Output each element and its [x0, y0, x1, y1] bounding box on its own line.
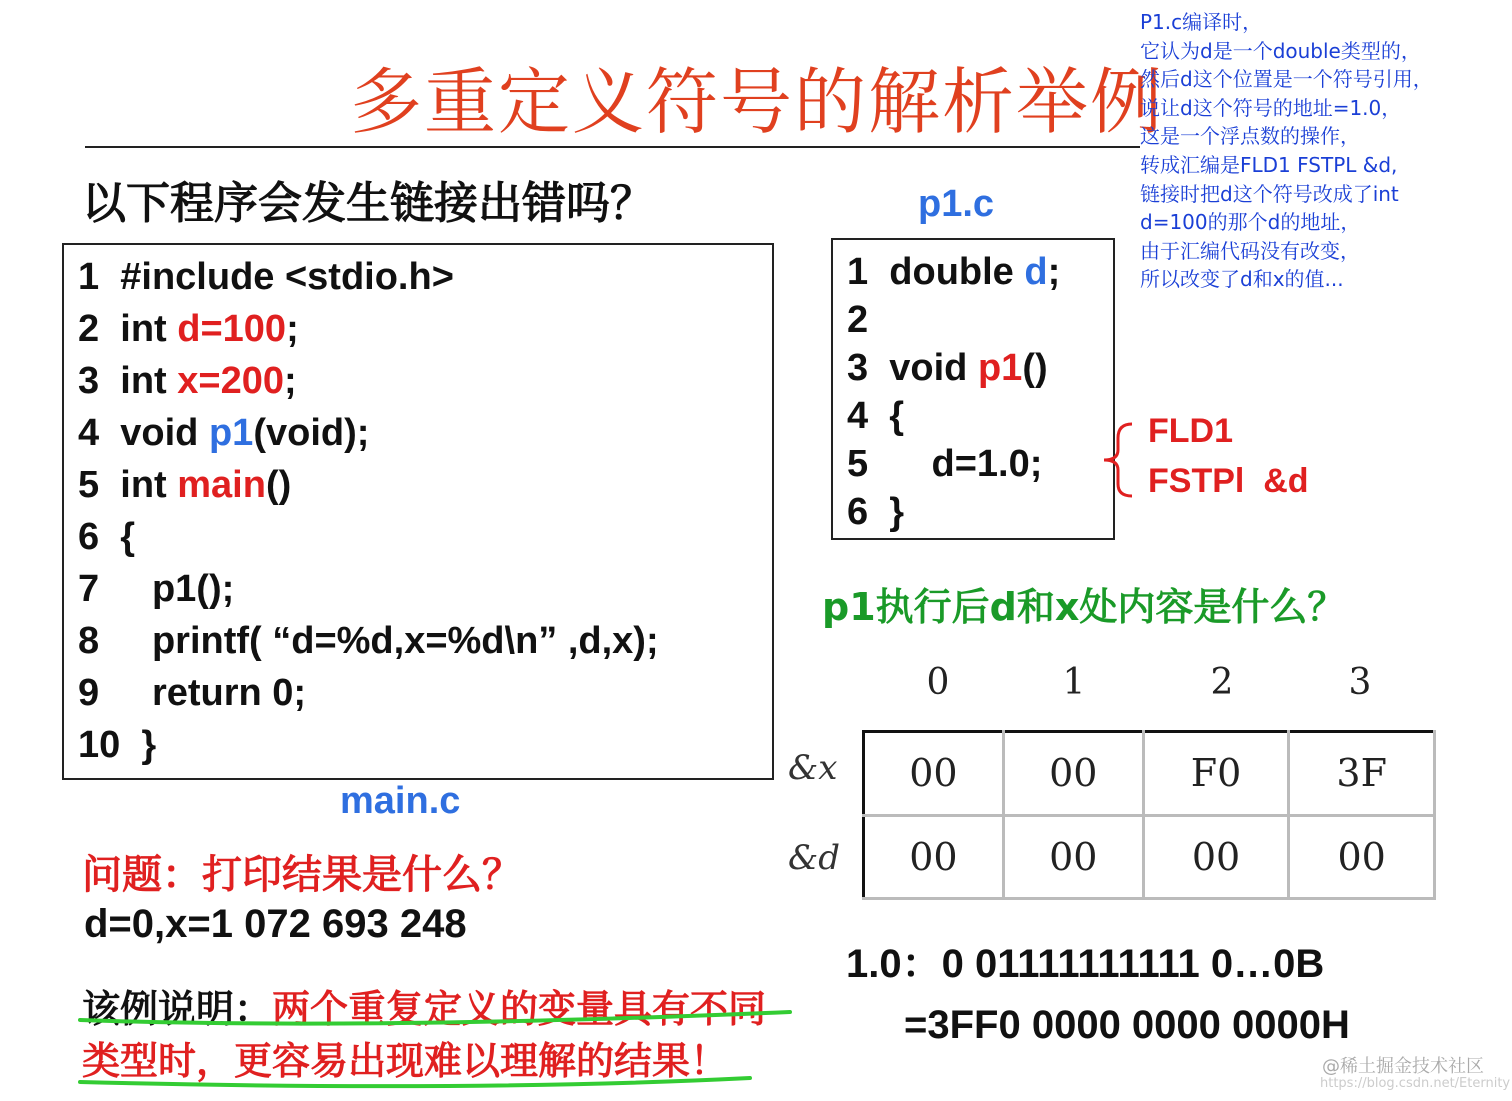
- line-number: 7: [78, 568, 100, 610]
- print-result-answer: d=0,x=1 072 693 248: [84, 902, 467, 946]
- memory-question: p1执行后d和x处内容是什么？: [822, 585, 1346, 629]
- code-text: printf( “d=%d,x=%d\n” ,d,x);: [151, 620, 659, 662]
- binary-representation: 1.0：0 01111111111 0…0B: [846, 942, 1325, 986]
- memory-cell: 00: [1143, 815, 1289, 899]
- note-line: 所以改变了d和x的值...: [1140, 267, 1344, 292]
- note-line: 链接时把d这个符号改成了int: [1140, 181, 1399, 206]
- note-line: 这是一个浮点数的操作，: [1140, 124, 1360, 149]
- line-number: 6: [847, 491, 869, 533]
- code-indent: [99, 256, 120, 298]
- code-indent: [868, 443, 931, 485]
- highlight-underline: [70, 1000, 810, 1100]
- code-highlight: d=100: [177, 308, 287, 350]
- byte-offset-3: 3: [1348, 662, 1372, 703]
- code-text: {: [889, 395, 905, 437]
- line-number: 9: [78, 672, 100, 714]
- code-line: [78, 615, 659, 667]
- code-text: int: [120, 464, 178, 506]
- code-indent: [99, 412, 120, 454]
- code-line: [847, 392, 904, 440]
- asm-fld1: FLD1: [1148, 412, 1233, 450]
- note-line: 它认为d是一个double类型的，: [1140, 38, 1421, 63]
- print-result-question: 问题：打印结果是什么？: [82, 852, 522, 898]
- title-divider: [85, 146, 1140, 148]
- line-number: 4: [78, 412, 100, 454]
- code-line: [78, 719, 156, 771]
- link-error-question: 以下程序会发生链接出错吗？: [82, 178, 654, 229]
- byte-offset-2: 2: [1210, 662, 1234, 703]
- code-line: [78, 251, 454, 303]
- code-text: {: [120, 516, 136, 558]
- conclusion-line-2: 类型时，更容易出现难以理解的结果！: [82, 1039, 729, 1083]
- code-line: [847, 248, 1060, 296]
- code-indent: [99, 308, 120, 350]
- code-text: int: [120, 360, 178, 402]
- line-number: 1: [78, 256, 100, 298]
- watermark: @稀土掘金技术社区: [1322, 1056, 1484, 1077]
- memory-cell: F0: [1143, 732, 1289, 816]
- main-c-code-box: [62, 243, 774, 780]
- code-line: [847, 344, 1048, 392]
- memory-cell: 00: [864, 732, 1004, 816]
- code-indent: [99, 464, 120, 506]
- code-line: [78, 667, 306, 719]
- table-row: [864, 815, 1435, 899]
- line-number: 1: [847, 251, 869, 293]
- line-number: 5: [78, 464, 100, 506]
- code-highlight: p1: [977, 347, 1023, 389]
- note-line: 然后d这个位置是一个符号引用，: [1140, 67, 1433, 92]
- note-line: d=100的那个d的地址，: [1140, 210, 1361, 235]
- page-title: 多重定义符号的解析举例: [350, 60, 1165, 144]
- explanation-note: [1140, 8, 1510, 294]
- code-text: (void);: [253, 412, 370, 454]
- code-text: ;: [286, 308, 299, 350]
- code-text: return 0;: [151, 672, 307, 714]
- asm-fstpl: FSTPl &d: [1148, 462, 1309, 500]
- code-indent: [120, 724, 141, 766]
- note-line: 由于汇编代码没有改变，: [1140, 238, 1360, 263]
- code-indent: [99, 360, 120, 402]
- code-text: d=1.0;: [931, 443, 1043, 485]
- note-line: P1.c编译时，: [1140, 10, 1263, 34]
- hex-representation: =3FF0 0000 0000 0000H: [904, 1003, 1350, 1047]
- line-number: 3: [78, 360, 100, 402]
- code-line: [78, 407, 369, 459]
- asm-brace: [1084, 418, 1144, 502]
- code-text: }: [141, 724, 157, 766]
- row-label-d: &d: [788, 838, 841, 878]
- line-number: 3: [847, 347, 869, 389]
- p1-file-caption: p1.c: [918, 183, 995, 225]
- code-indent: [868, 491, 889, 533]
- code-highlight: x=200: [177, 360, 284, 402]
- conclusion-text-1: 两个重复定义的变量具有不同: [272, 987, 767, 1031]
- code-text: (): [265, 464, 292, 506]
- row-label-x: &x: [788, 748, 838, 788]
- note-line: 说让d这个符号的地址=1.0，: [1140, 95, 1402, 120]
- line-number: 2: [847, 299, 869, 341]
- byte-offset-0: 0: [926, 662, 950, 703]
- code-text: ;: [1047, 251, 1061, 293]
- code-text: (): [1022, 347, 1048, 389]
- code-line: [847, 296, 868, 344]
- memory-cell: 00: [1003, 732, 1143, 816]
- watermark-url: https://blog.csdn.net/Eternity: [1320, 1076, 1511, 1091]
- code-indent: [99, 516, 120, 558]
- line-number: 2: [78, 308, 100, 350]
- memory-cell: 00: [864, 815, 1004, 899]
- code-line: [78, 459, 291, 511]
- code-highlight: d: [1024, 251, 1048, 293]
- code-line: [847, 488, 904, 536]
- code-text: p1();: [151, 568, 235, 610]
- main-file-caption: main.c: [340, 780, 461, 822]
- conclusion-prefix: 该例说明：: [82, 987, 273, 1031]
- line-number: 10: [78, 724, 121, 766]
- code-indent: [868, 395, 889, 437]
- code-line: [78, 563, 234, 615]
- memory-cell: 00: [1003, 815, 1143, 899]
- code-indent: [868, 347, 889, 389]
- line-number: 5: [847, 443, 869, 485]
- memory-cell: 00: [1289, 815, 1435, 899]
- line-number: 8: [78, 620, 100, 662]
- code-highlight: p1: [208, 412, 254, 454]
- line-number: 4: [847, 395, 869, 437]
- p1-c-code-box: [831, 238, 1115, 540]
- line-number: 6: [78, 516, 100, 558]
- code-line: [847, 440, 1042, 488]
- code-text: int: [120, 308, 178, 350]
- code-text: #include <stdio.h>: [120, 256, 454, 298]
- code-text: void: [120, 412, 209, 454]
- table-row: [864, 732, 1435, 816]
- code-text: ;: [283, 360, 297, 402]
- byte-offset-1: 1: [1062, 662, 1086, 703]
- code-indent: [99, 568, 152, 610]
- code-text: }: [889, 491, 905, 533]
- code-indent: [868, 251, 889, 293]
- code-text: void: [889, 347, 978, 389]
- code-line: [78, 303, 299, 355]
- code-indent: [99, 620, 152, 662]
- code-line: [78, 355, 297, 407]
- code-highlight: main: [177, 464, 266, 506]
- code-text: double: [889, 251, 1025, 293]
- code-line: [78, 511, 135, 563]
- memory-table: [862, 730, 1436, 900]
- memory-cell: 3F: [1289, 732, 1435, 816]
- note-line: 转成汇编是FLD1 FSTPL &d,: [1140, 152, 1398, 177]
- code-indent: [99, 672, 152, 714]
